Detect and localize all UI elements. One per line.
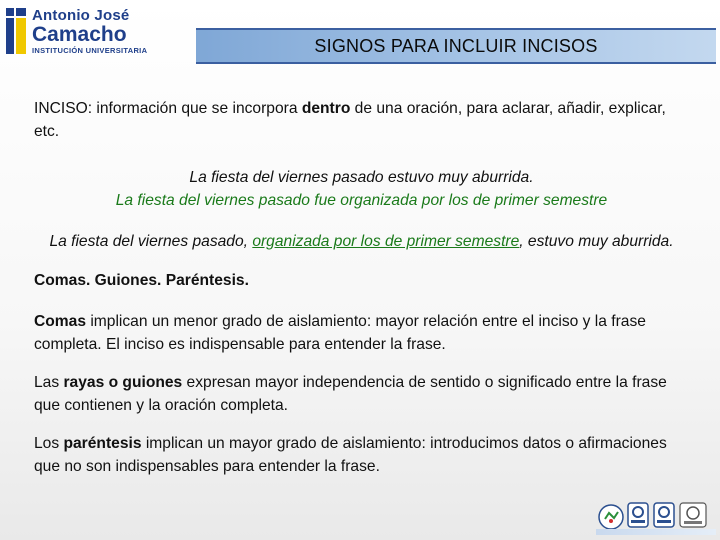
title-bar [196, 28, 716, 64]
definition-text-pre: información que se incorpora [96, 100, 302, 117]
institution-logo [6, 6, 156, 66]
example-sentence-1: La fiesta del viernes pasado estuvo muy aburrida. [189, 169, 534, 186]
dashes-text: expresan mayor independencia de sentido o significado entre la frase que contienen y la oración completa. [34, 374, 667, 414]
page-title: SIGNOS PARA INCLUIR INCISOS [314, 36, 598, 56]
example-sentence-3 [34, 230, 689, 253]
logo-mark-icon [6, 8, 28, 58]
title-bar-top-rule [196, 28, 716, 30]
badge-strip [596, 529, 716, 535]
dashes-paragraph [34, 371, 689, 417]
logo-subtitle: INSTITUCIÓN UNIVERSITARIA [32, 46, 148, 55]
title-bar-bottom-rule [196, 62, 716, 64]
signs-heading: Comas. Guiones. Paréntesis. [34, 272, 249, 289]
dashes-bold: rayas o guiones [63, 374, 183, 391]
definition-paragraph [34, 97, 689, 143]
logo-text [32, 8, 147, 56]
example3-part2: , estuvo muy aburrida. [519, 233, 674, 250]
example3-part1: La fiesta del viernes pasado, [49, 233, 253, 250]
certification-badges [596, 499, 716, 535]
example3-inserted-clause: organizada por los de primer semestre [252, 233, 520, 250]
commas-bold: Comas [34, 313, 86, 330]
example-sentence-2: La fiesta del viernes pasado fue organizada por los de primer semestre [115, 192, 608, 209]
parentheses-bold: paréntesis [63, 435, 142, 452]
certification-seals-icon [596, 499, 716, 533]
parentheses-text: implican un mayor grado de aislamiento: introducimos datos o afirmaciones que no son indispensables para entender la frase. [34, 435, 667, 475]
commas-text: implican un menor grado de aislamiento: mayor relación entre el inciso y la frase completa. El inciso es indispensable para entender la frase. [34, 313, 646, 353]
slide-content [34, 97, 689, 478]
commas-paragraph [34, 310, 689, 356]
parentheses-pre: Los [34, 435, 64, 452]
logo-name-line1: Antonio José [32, 7, 130, 24]
logo-name-line2: Camacho [32, 23, 127, 46]
dashes-pre: Las [34, 374, 64, 391]
parentheses-paragraph [34, 432, 689, 478]
definition-text-post: de una oración, para aclarar, añadir, explicar, etc. [34, 100, 666, 140]
definition-bold: dentro [301, 100, 351, 117]
definition-term: INCISO: [34, 100, 97, 117]
